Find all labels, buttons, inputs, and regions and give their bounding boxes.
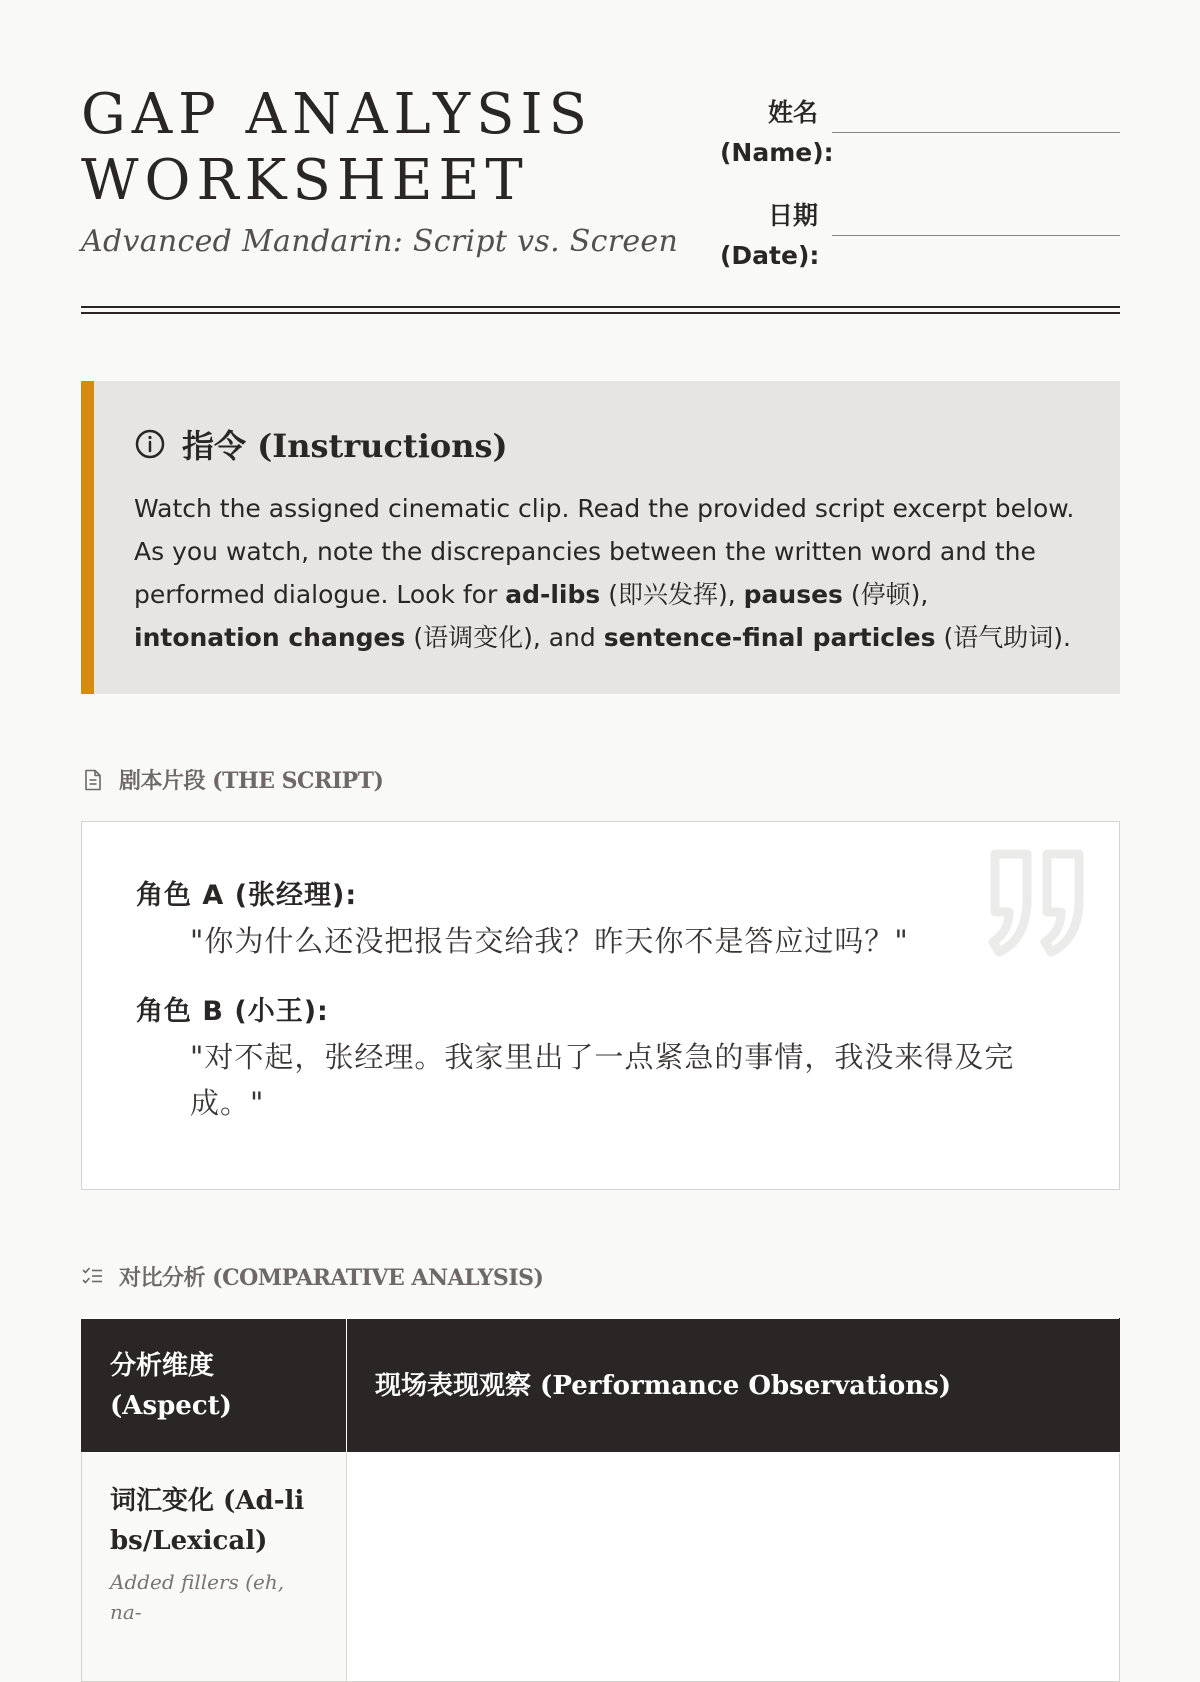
table-row [82, 1453, 1120, 1682]
instructions-text: Watch the assigned cinematic clip. Read the provided script excerpt below. As you watch, note the discrepancies between the written word and the performed dialogue. Look for ad-libs (即兴发挥), pauses (停顿), intonation changes (语调变化), and sentence-final particles (语气助词). [134, 494, 1075, 652]
date-label: 日期 (Date): [720, 201, 820, 270]
student-info [720, 92, 1120, 298]
aspect-note: Added fillers (eh, na- [110, 1570, 285, 1624]
page-subtitle: Advanced Mandarin: Script vs. Screen [81, 224, 679, 259]
table-header-row [82, 1319, 1120, 1453]
instructions-box [81, 381, 1120, 694]
analysis-section-label: 对比分析 (COMPARATIVE ANALYSIS) [81, 1261, 543, 1292]
dialogue-line-a [136, 874, 1065, 964]
checklist-icon [81, 1265, 105, 1289]
observations-column-header: 现场表现观察 (Performance Observations) [347, 1319, 1120, 1453]
script-excerpt [81, 821, 1120, 1190]
aspect-column-header: 分析维度 (Aspect) [82, 1319, 347, 1453]
aspect-cell [82, 1453, 347, 1682]
aspect-title: 词汇变化 (Ad-libs/Lexical) [110, 1486, 305, 1556]
date-field[interactable] [832, 195, 1120, 236]
instructions-heading: 指令 (Instructions) [134, 421, 1078, 467]
header-divider [81, 306, 1120, 314]
speaker-label: 角色 A (张经理): [136, 880, 358, 911]
name-row [720, 92, 1120, 173]
dialogue-text: "你为什么还没把报告交给我？昨天你不是答应过吗？" [190, 924, 909, 958]
script-section-label: 剧本片段 (THE SCRIPT) [81, 764, 383, 795]
name-label: 姓名 (Name): [720, 98, 834, 167]
analysis-table [81, 1318, 1120, 1682]
dialogue-line-b [136, 990, 1065, 1126]
name-field[interactable] [832, 92, 1120, 133]
quote-icon [983, 846, 1095, 958]
observation-field[interactable] [347, 1453, 1120, 1682]
date-row [720, 195, 1120, 276]
worksheet-header [81, 0, 1120, 320]
speaker-label: 角色 B (小王): [136, 996, 329, 1027]
dialogue-text: "对不起，张经理。我家里出了一点紧急的事情，我没来得及完成。" [190, 1040, 1015, 1120]
info-circle-icon [134, 428, 166, 460]
document-icon [81, 768, 105, 792]
page-title: GAP ANALYSIS WORKSHEET [81, 82, 593, 213]
